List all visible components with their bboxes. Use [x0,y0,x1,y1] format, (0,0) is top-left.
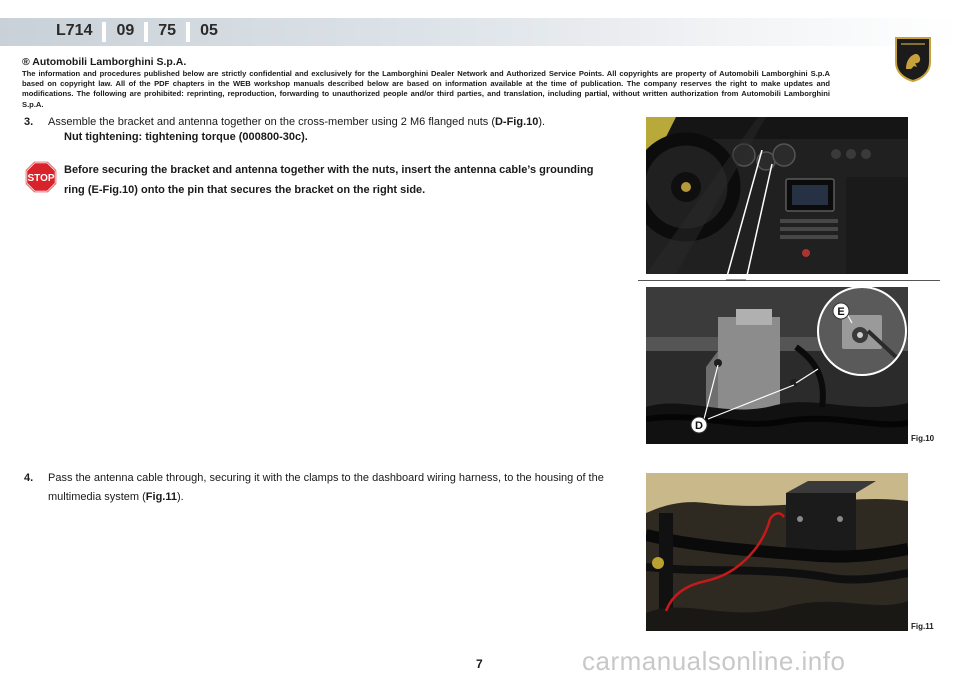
code-group: 09 [108,20,142,42]
stop-sign-text: STOP [27,173,55,184]
stop-warning-text: Before securing the bracket and antenna together with the nuts, insert the antenna cable’s grounding ring (E-Fig.10) onto the pin that secures the bracket on the right side. [64,164,594,196]
document-code [48,20,226,42]
callout-d: D [695,420,703,432]
zoom-leader-lines [718,150,778,282]
figure-reference: Fig.11 [145,491,177,503]
bracket-antenna-photo [646,287,908,444]
step-text: Assemble the bracket and antenna together on the cross-member using 2 M6 flanged nuts ( [48,116,495,128]
figure-11-label: Fig.11 [911,622,934,631]
watermark: carmanualsonline.info [582,646,846,676]
page-number: 7 [476,657,483,671]
step-number: 3. [24,116,34,128]
lamborghini-logo-icon [893,36,933,82]
figure-10-label: Fig.10 [911,434,935,443]
copyright-body: The information and procedures published below are strictly confidential and exclusively for the Lamborghini Dealer Network and Authorized Service Points. All copyrights are property of Automobili Lamborghini S.p.A based on copyright law. All of the PDF chapters in the WEB workshop manuals described below are based on information available at the time of publication. The company reserves the right to make updates and modifications. The following are prohibited: reprinting, reproduction, forwarding to unauthorized people and/or third parties, and translation, including partial, without written authorization from Automobili Lamborghini S.p.A. [22,69,830,109]
callout-e: E [837,306,845,318]
step-text: Pass the antenna cable through, securing it with the clamps to the dashboard wiring harness, to the housing of the multimedia system ( [48,472,604,503]
step-text-end: ). [538,116,546,128]
code-section: 05 [192,20,226,42]
code-subgroup: 75 [150,20,184,42]
code-model: L714 [56,22,93,39]
torque-note: Nut tightening: tightening torque (000800-30c). [64,131,308,143]
step-4 [24,469,609,507]
step-3 [24,113,609,132]
step-number: 4. [24,472,34,484]
stop-sign-icon [24,160,58,194]
figure-reference: D-Fig.10 [494,116,539,128]
step-text-end: ). [176,491,184,503]
figure-divider-line [638,280,940,281]
cable-routing-photo [646,473,908,631]
copyright-title: ® Automobili Lamborghini S.p.A. [22,56,187,68]
copyright-notice [22,56,830,110]
